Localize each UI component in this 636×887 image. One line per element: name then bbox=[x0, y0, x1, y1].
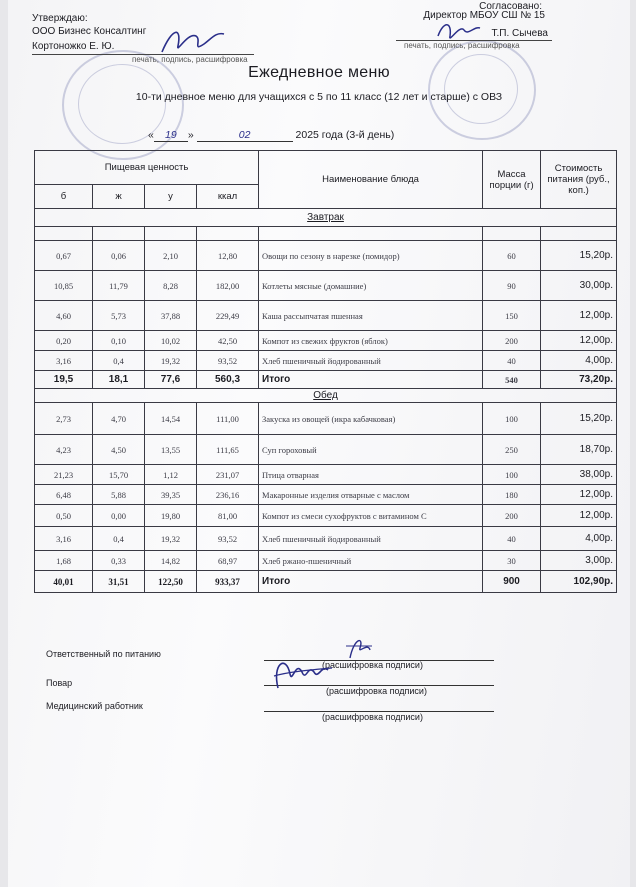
cell-kcal: 68,97 bbox=[197, 551, 259, 571]
breakfast-total-mass: 540 bbox=[483, 371, 541, 389]
footer-decode-3: (расшифровка подписи) bbox=[322, 712, 423, 722]
breakfast-total-label: Итого bbox=[259, 371, 483, 389]
breakfast-rows bbox=[35, 241, 617, 371]
cell-cost: 15,20р. bbox=[541, 403, 617, 435]
cell-cost: 4,00р. bbox=[541, 527, 617, 551]
lunch-total-u: 122,50 bbox=[145, 571, 197, 593]
cell-kcal: 229,49 bbox=[197, 301, 259, 331]
lunch-total-b: 40,01 bbox=[35, 571, 93, 593]
responsible-signature bbox=[344, 634, 374, 667]
cell-kcal: 42,50 bbox=[197, 331, 259, 351]
cell-mass: 250 bbox=[483, 435, 541, 465]
table-row bbox=[35, 351, 617, 371]
header-u: у bbox=[145, 185, 197, 209]
cell-u: 14,54 bbox=[145, 403, 197, 435]
header-nutrition: Пищевая ценность bbox=[35, 151, 259, 185]
cell-dish: Макаронные изделия отварные с маслом bbox=[259, 485, 483, 505]
cell-zh: 0,4 bbox=[93, 527, 145, 551]
cell-b: 3,16 bbox=[35, 527, 93, 551]
cell-cost: 30,00р. bbox=[541, 271, 617, 301]
cell-dish: Котлеты мясные (домашние) bbox=[259, 271, 483, 301]
cell-b: 0,67 bbox=[35, 241, 93, 271]
cell-zh: 11,79 bbox=[93, 271, 145, 301]
cell-b: 0,50 bbox=[35, 505, 93, 527]
header-kcal: ккал bbox=[197, 185, 259, 209]
director-signature-right bbox=[434, 16, 484, 53]
cell-kcal: 111,00 bbox=[197, 403, 259, 435]
cell-b: 3,16 bbox=[35, 351, 93, 371]
footer-decode-2: (расшифровка подписи) bbox=[326, 686, 427, 696]
cell-cost: 38,00р. bbox=[541, 465, 617, 485]
lunch-total-row bbox=[35, 571, 617, 593]
cell-cost: 12,00р. bbox=[541, 505, 617, 527]
cell-b: 2,73 bbox=[35, 403, 93, 435]
cell-b: 4,23 bbox=[35, 435, 93, 465]
table-row bbox=[35, 403, 617, 435]
cell-mass: 200 bbox=[483, 505, 541, 527]
cell-kcal: 236,16 bbox=[197, 485, 259, 505]
approval-right-caption: печать, подпись, расшифровка bbox=[404, 41, 520, 50]
approval-right-name: Т.П. Сычева bbox=[491, 28, 548, 39]
cell-kcal: 93,52 bbox=[197, 527, 259, 551]
cell-dish: Хлеб пшеничный йодированный bbox=[259, 527, 483, 551]
approval-left-label: Утверждаю: bbox=[32, 13, 88, 24]
cell-b: 1,68 bbox=[35, 551, 93, 571]
date-month: 02 bbox=[197, 129, 293, 142]
approval-left-caption: печать, подпись, расшифровка bbox=[132, 55, 248, 64]
cell-b: 6,48 bbox=[35, 485, 93, 505]
date-year: 2025 года (3-й день) bbox=[295, 129, 395, 141]
document-page bbox=[8, 0, 630, 887]
table-row bbox=[35, 551, 617, 571]
cell-zh: 15,70 bbox=[93, 465, 145, 485]
cell-kcal: 182,00 bbox=[197, 271, 259, 301]
cell-u: 13,55 bbox=[145, 435, 197, 465]
cell-zh: 0,00 bbox=[93, 505, 145, 527]
cell-b: 21,23 bbox=[35, 465, 93, 485]
menu-table bbox=[34, 150, 617, 593]
cell-b: 10,85 bbox=[35, 271, 93, 301]
director-signature-left bbox=[158, 22, 228, 63]
page-subtitle: 10-ти дневное меню для учащихся с 5 по 11 класс (12 лет и старше) с ОВЗ bbox=[135, 91, 503, 103]
table-row bbox=[35, 241, 617, 271]
footer-responsible-label: Ответственный по питанию bbox=[46, 649, 161, 659]
cell-zh: 4,70 bbox=[93, 403, 145, 435]
table-row bbox=[35, 301, 617, 331]
breakfast-total-b: 19,5 bbox=[35, 371, 93, 389]
cell-u: 14,82 bbox=[145, 551, 197, 571]
cell-mass: 180 bbox=[483, 485, 541, 505]
lunch-total-cost: 102,90р. bbox=[541, 571, 617, 593]
cell-dish: Закуска из овощей (икра кабачковая) bbox=[259, 403, 483, 435]
cell-mass: 60 bbox=[483, 241, 541, 271]
cell-cost: 12,00р. bbox=[541, 485, 617, 505]
cell-zh: 5,73 bbox=[93, 301, 145, 331]
lunch-total-kcal: 933,37 bbox=[197, 571, 259, 593]
cell-kcal: 81,00 bbox=[197, 505, 259, 527]
cell-mass: 40 bbox=[483, 351, 541, 371]
date-day: 19 bbox=[154, 129, 188, 142]
breakfast-total-kcal: 560,3 bbox=[197, 371, 259, 389]
cell-cost: 3,00р. bbox=[541, 551, 617, 571]
cell-zh: 0,4 bbox=[93, 351, 145, 371]
table-row bbox=[35, 331, 617, 351]
cell-zh: 0,10 bbox=[93, 331, 145, 351]
cell-zh: 0,33 bbox=[93, 551, 145, 571]
breakfast-total-u: 77,6 bbox=[145, 371, 197, 389]
cell-mass: 30 bbox=[483, 551, 541, 571]
header-cost: Стоимость питания (руб., коп.) bbox=[541, 151, 617, 209]
lunch-total-mass: 900 bbox=[483, 571, 541, 593]
cell-b: 0,20 bbox=[35, 331, 93, 351]
cell-u: 1,12 bbox=[145, 465, 197, 485]
cell-b: 4,60 bbox=[35, 301, 93, 331]
cell-cost: 12,00р. bbox=[541, 301, 617, 331]
cell-dish: Овощи по сезону в нарезке (помидор) bbox=[259, 241, 483, 271]
cell-zh: 0,06 bbox=[93, 241, 145, 271]
cell-mass: 40 bbox=[483, 527, 541, 551]
table-row bbox=[35, 527, 617, 551]
breakfast-total-zh: 18,1 bbox=[93, 371, 145, 389]
cell-dish: Суп гороховый bbox=[259, 435, 483, 465]
approval-left-org: ООО Бизнес Консалтинг bbox=[32, 26, 147, 37]
lunch-total-zh: 31,51 bbox=[93, 571, 145, 593]
cell-mass: 100 bbox=[483, 403, 541, 435]
cell-u: 2,10 bbox=[145, 241, 197, 271]
cell-dish: Хлеб ржано-пшеничный bbox=[259, 551, 483, 571]
spacer-row bbox=[35, 227, 617, 241]
table-row bbox=[35, 435, 617, 465]
cell-mass: 200 bbox=[483, 331, 541, 351]
cell-zh: 5,88 bbox=[93, 485, 145, 505]
cook-signature bbox=[268, 650, 338, 699]
header-b: б bbox=[35, 185, 93, 209]
cell-cost: 12,00р. bbox=[541, 331, 617, 351]
lunch-rows bbox=[35, 403, 617, 571]
cell-dish: Компот из свежих фруктов (яблок) bbox=[259, 331, 483, 351]
cell-cost: 4,00р. bbox=[541, 351, 617, 371]
cell-dish: Птица отварная bbox=[259, 465, 483, 485]
breakfast-total-row bbox=[35, 371, 617, 389]
cell-cost: 18,70р. bbox=[541, 435, 617, 465]
table-row bbox=[35, 485, 617, 505]
cell-u: 8,28 bbox=[145, 271, 197, 301]
table-row bbox=[35, 505, 617, 527]
table-row bbox=[35, 465, 617, 485]
date-line: « 19 » 02 2025 года (3-й день) bbox=[148, 129, 395, 141]
cell-u: 19,32 bbox=[145, 527, 197, 551]
breakfast-total-cost: 73,20р. bbox=[541, 371, 617, 389]
approval-right-org: Директор МБОУ СШ № 15 bbox=[423, 10, 545, 21]
cell-dish: Хлеб пшеничный йодированный bbox=[259, 351, 483, 371]
cell-mass: 90 bbox=[483, 271, 541, 301]
footer-decode-1: (расшифровка подписи) bbox=[322, 660, 423, 670]
cell-u: 19,80 bbox=[145, 505, 197, 527]
footer-cook-label: Повар bbox=[46, 678, 73, 688]
cell-u: 19,32 bbox=[145, 351, 197, 371]
cell-dish: Каша рассыпчатая пшенная bbox=[259, 301, 483, 331]
cell-dish: Компот из смеси сухофруктов с витамином С bbox=[259, 505, 483, 527]
lunch-total-label: Итого bbox=[259, 571, 483, 593]
approval-right-label: Согласовано: bbox=[479, 1, 542, 12]
table-row bbox=[35, 271, 617, 301]
cell-mass: 150 bbox=[483, 301, 541, 331]
cell-kcal: 12,80 bbox=[197, 241, 259, 271]
cell-kcal: 111,65 bbox=[197, 435, 259, 465]
section-breakfast: Завтрак bbox=[35, 209, 617, 227]
cell-kcal: 231,07 bbox=[197, 465, 259, 485]
cell-u: 37,88 bbox=[145, 301, 197, 331]
approval-left-name: Кортоножко Е. Ю. bbox=[32, 41, 115, 52]
cell-mass: 100 bbox=[483, 465, 541, 485]
header-mass: Масса порции (г) bbox=[483, 151, 541, 209]
section-lunch: Обед bbox=[35, 389, 617, 403]
page-title: Ежедневное меню bbox=[248, 64, 390, 81]
footer-medic-label: Медицинский работник bbox=[46, 701, 143, 711]
cell-cost: 15,20р. bbox=[541, 241, 617, 271]
cell-kcal: 93,52 bbox=[197, 351, 259, 371]
cell-u: 39,35 bbox=[145, 485, 197, 505]
header-dish: Наименование блюда bbox=[259, 151, 483, 209]
cell-zh: 4,50 bbox=[93, 435, 145, 465]
cell-u: 10,02 bbox=[145, 331, 197, 351]
header-zh: ж bbox=[93, 185, 145, 209]
